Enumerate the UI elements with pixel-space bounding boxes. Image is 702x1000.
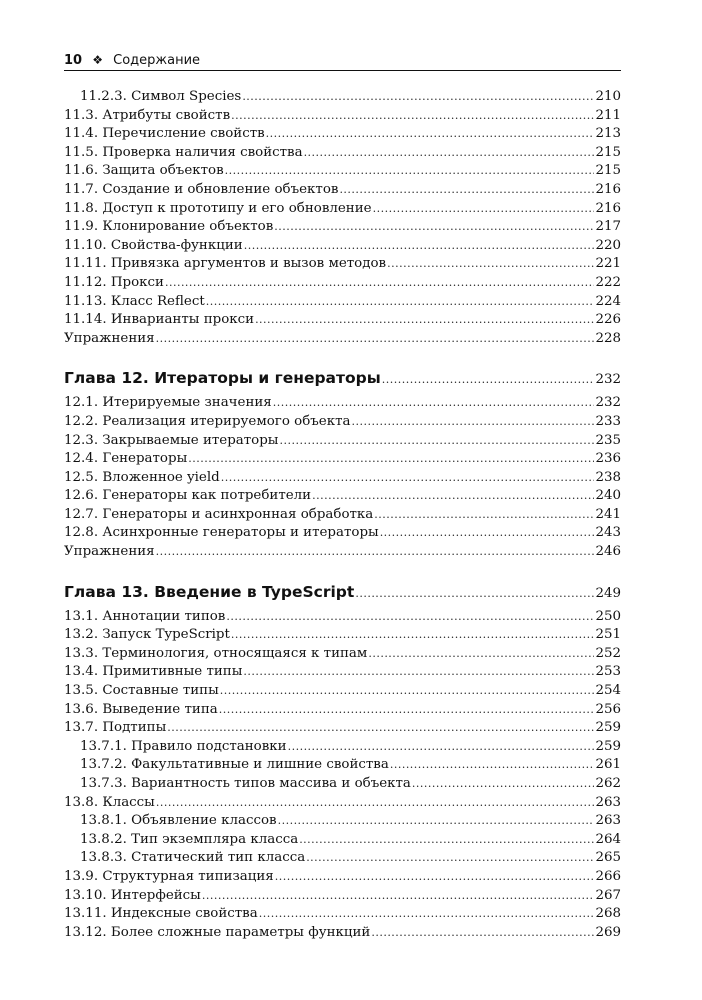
- dot-leader: [226, 608, 594, 627]
- dot-leader: [412, 775, 595, 794]
- toc-entry-title: 13.8.3. Статический тип класса: [80, 850, 306, 866]
- toc-entry-title: 11.2.3. Символ Species: [80, 89, 242, 104]
- toc-page-number: 241: [595, 506, 621, 522]
- toc-entry-title: 13.8.1. Объявление классов: [80, 813, 277, 829]
- dot-leader: [374, 506, 594, 525]
- dot-leader: [306, 849, 594, 868]
- toc-page-number: 259: [595, 738, 621, 754]
- toc-page-number: 246: [595, 544, 621, 560]
- table-of-contents: [64, 88, 621, 942]
- toc-entry-title: Глава 13. Введение в TypeScript: [64, 582, 355, 601]
- dot-leader: [165, 274, 594, 293]
- toc-section-entry: [64, 181, 621, 200]
- toc-page-number: 232: [595, 372, 621, 388]
- toc-entry-title: 13.1. Аннотации типов: [64, 608, 226, 624]
- toc-page-number: 213: [595, 126, 621, 142]
- toc-section-entry: [64, 506, 621, 525]
- toc-page-number: 251: [595, 627, 621, 643]
- toc-subsection-entry: [64, 812, 621, 831]
- dot-leader: [219, 701, 595, 720]
- toc-page-number: 254: [595, 683, 621, 699]
- dot-leader: [206, 293, 595, 312]
- toc-page-number: 221: [595, 256, 621, 272]
- toc-entry-title: 11.13. Класс Reflect: [64, 293, 205, 309]
- toc-entry-title: 12.1. Итерируемые значения: [64, 395, 272, 411]
- dot-leader: [225, 162, 595, 181]
- dot-leader: [273, 394, 595, 413]
- dot-leader: [244, 237, 595, 256]
- toc-entry-title: 13.10. Интерфейсы: [64, 887, 201, 903]
- dot-leader: [278, 812, 595, 831]
- toc-entry-title: Упражнения: [64, 544, 155, 560]
- toc-entry-title: 12.3. Закрываемые итераторы: [64, 432, 279, 448]
- toc-entry-title: 12.7. Генераторы и асинхронная обработка: [64, 506, 374, 522]
- dot-leader: [274, 218, 594, 237]
- dot-leader: [242, 88, 594, 107]
- dot-leader: [243, 663, 594, 682]
- toc-section-entry: [64, 394, 621, 413]
- toc-page-number: 268: [595, 906, 621, 922]
- toc-page-number: 266: [595, 868, 621, 884]
- toc-section-entry: [64, 469, 621, 488]
- toc-section-entry: [64, 293, 621, 312]
- dot-leader: [299, 831, 594, 850]
- toc-page-number: 264: [595, 831, 621, 847]
- toc-entry-title: 13.7.1. Правило подстановки: [80, 738, 287, 754]
- toc-entry-title: 11.7. Создание и обновление объектов: [64, 181, 339, 197]
- dot-leader: [371, 924, 594, 943]
- toc-entry-title: 13.5. Составные типы: [64, 683, 219, 699]
- toc-section-entry: [64, 524, 621, 543]
- toc-section-entry: [64, 237, 621, 256]
- toc-entry-title: 11.10. Свойства-функции: [64, 237, 243, 253]
- dot-leader: [231, 626, 595, 645]
- toc-entry-title: 12.6. Генераторы как потребители: [64, 488, 312, 504]
- toc-entry-title: 12.5. Вложенное yield: [64, 469, 220, 485]
- toc-page-number: 263: [595, 813, 621, 829]
- toc-entry-title: 13.7.3. Вариантность типов массива и объекта: [80, 776, 411, 791]
- toc-chapter-heading: [64, 365, 621, 391]
- dot-leader: [368, 645, 594, 664]
- toc-page-number: 267: [595, 887, 621, 903]
- toc-section-entry: [64, 274, 621, 293]
- toc-page-number: 216: [595, 200, 621, 216]
- toc-page-number: 211: [595, 107, 621, 123]
- toc-page-number: 240: [595, 488, 621, 504]
- toc-page-number: 253: [595, 664, 621, 680]
- toc-page-number: 232: [595, 395, 621, 411]
- header-rule: [64, 70, 621, 71]
- toc-page-number: 249: [595, 585, 621, 601]
- toc-page-number: 228: [595, 330, 621, 346]
- toc-subsection-entry: [64, 849, 621, 868]
- dot-leader: [351, 413, 594, 432]
- toc-entry-title: 11.9. Клонирование объектов: [64, 219, 274, 235]
- toc-entry-title: 13.11. Индексные свойства: [64, 906, 258, 922]
- toc-entry-title: Глава 12. Итераторы и генераторы: [64, 369, 381, 388]
- toc-entry-title: 13.9. Структурная типизация: [64, 868, 274, 884]
- toc-section-entry: [64, 450, 621, 469]
- dot-leader: [355, 581, 594, 607]
- dot-leader: [220, 682, 595, 701]
- toc-page-number: 259: [595, 720, 621, 736]
- toc-page-number: 238: [595, 469, 621, 485]
- dot-leader: [390, 756, 595, 775]
- toc-page-number: 224: [595, 293, 621, 309]
- toc-subsection-entry: [64, 738, 621, 757]
- toc-page-number: 215: [595, 144, 621, 160]
- toc-section-entry: [64, 868, 621, 887]
- dot-leader: [288, 738, 595, 757]
- dot-leader: [255, 311, 594, 330]
- dot-leader: [188, 450, 594, 469]
- toc-page-number: 265: [595, 850, 621, 866]
- running-header: [64, 50, 621, 70]
- toc-page-number: 252: [595, 645, 621, 661]
- toc-page-number: 236: [595, 451, 621, 467]
- toc-entry-title: 12.8. Асинхронные генераторы и итераторы: [64, 525, 379, 541]
- toc-entry-title: 13.2. Запуск TypeScript: [64, 627, 230, 643]
- toc-section-entry: [64, 701, 621, 720]
- toc-entry-title: 13.12. Более сложные параметры функций: [64, 924, 371, 940]
- toc-page-number: 215: [595, 163, 621, 179]
- diamond-ornament-icon: ❖: [92, 53, 103, 67]
- toc-page-number: 261: [595, 757, 621, 773]
- dot-leader: [156, 330, 595, 349]
- toc-page-number: 226: [595, 312, 621, 328]
- toc-subsection-entry: [64, 88, 621, 107]
- toc-entry-title: Упражнения: [64, 330, 155, 346]
- toc-subsection-entry: [64, 831, 621, 850]
- toc-entry-title: 13.3. Терминология, относящаяся к типам: [64, 645, 368, 661]
- dot-leader: [221, 469, 595, 488]
- toc-page-number: 243: [595, 525, 621, 541]
- dot-leader: [202, 887, 595, 906]
- dot-leader: [231, 107, 594, 126]
- toc-section-entry: [64, 413, 621, 432]
- toc-page-number: 216: [595, 181, 621, 197]
- toc-entry-title: 11.5. Проверка наличия свойства: [64, 144, 303, 160]
- dot-leader: [387, 255, 594, 274]
- toc-entry-title: 11.14. Инварианты прокси: [64, 312, 255, 328]
- dot-leader: [167, 719, 594, 738]
- toc-section-entry: [64, 905, 621, 924]
- toc-entry-title: 13.8. Классы: [64, 794, 155, 810]
- toc-section-entry: [64, 663, 621, 682]
- toc-entry-title: 12.4. Генераторы: [64, 451, 188, 467]
- toc-page-number: 256: [595, 701, 621, 717]
- dot-leader: [275, 868, 595, 887]
- toc-page-number: 262: [595, 776, 621, 791]
- toc-section-entry: [64, 162, 621, 181]
- toc-page-number: 210: [595, 89, 621, 104]
- dot-leader: [279, 432, 594, 451]
- toc-page-number: 235: [595, 432, 621, 448]
- toc-page-number: 263: [595, 794, 621, 810]
- toc-section-entry: [64, 924, 621, 943]
- dot-leader: [156, 543, 595, 562]
- toc-section-entry: [64, 794, 621, 813]
- toc-section-entry: [64, 719, 621, 738]
- toc-section-entry: [64, 487, 621, 506]
- toc-section-entry: [64, 608, 621, 627]
- toc-section-entry: [64, 543, 621, 562]
- toc-entry-title: 13.8.2. Тип экземпляра класса: [80, 831, 299, 847]
- page-number: 10: [64, 53, 83, 68]
- toc-page-number: 220: [595, 237, 621, 253]
- toc-page-number: 217: [595, 219, 621, 235]
- toc-entry-title: 13.4. Примитивные типы: [64, 664, 243, 680]
- dot-leader: [339, 181, 594, 200]
- toc-entry-title: 13.7.2. Факультативные и лишние свойства: [80, 757, 389, 773]
- toc-entry-title: 11.4. Перечисление свойств: [64, 126, 265, 142]
- toc-section-entry: [64, 107, 621, 126]
- toc-entry-title: 13.7. Подтипы: [64, 720, 167, 736]
- dot-leader: [382, 367, 595, 393]
- toc-section-entry: [64, 682, 621, 701]
- toc-section-entry: [64, 200, 621, 219]
- dot-leader: [312, 487, 594, 506]
- toc-subsection-entry: [64, 756, 621, 775]
- dot-leader: [373, 200, 595, 219]
- dot-leader: [266, 125, 595, 144]
- toc-entry-title: 12.2. Реализация итерируемого объекта: [64, 413, 351, 429]
- toc-entry-title: 13.6. Выведение типа: [64, 701, 218, 717]
- toc-section-entry: [64, 311, 621, 330]
- toc-page-number: 233: [595, 413, 621, 429]
- toc-page-number: 269: [595, 924, 621, 940]
- toc-section-entry: [64, 255, 621, 274]
- toc-section-entry: [64, 626, 621, 645]
- toc-section-entry: [64, 144, 621, 163]
- toc-section-entry: [64, 432, 621, 451]
- toc-entry-title: 11.8. Доступ к прототипу и его обновление: [64, 200, 372, 216]
- toc-page-number: 250: [595, 608, 621, 624]
- toc-entry-title: 11.3. Атрибуты свойств: [64, 107, 231, 123]
- toc-section-entry: [64, 645, 621, 664]
- dot-leader: [156, 794, 595, 813]
- running-title: Содержание: [113, 53, 201, 68]
- dot-leader: [259, 905, 595, 924]
- toc-entry-title: 11.11. Привязка аргументов и вызов методов: [64, 256, 387, 272]
- toc-chapter-heading: [64, 579, 621, 605]
- toc-section-entry: [64, 218, 621, 237]
- toc-subsection-entry: [64, 775, 621, 794]
- dot-leader: [380, 524, 595, 543]
- toc-entry-title: 11.12. Прокси: [64, 274, 164, 290]
- dot-leader: [304, 144, 595, 163]
- toc-entry-title: 11.6. Защита объектов: [64, 163, 224, 179]
- toc-page-number: 222: [595, 274, 621, 290]
- toc-section-entry: [64, 887, 621, 906]
- toc-section-entry: [64, 330, 621, 349]
- toc-section-entry: [64, 125, 621, 144]
